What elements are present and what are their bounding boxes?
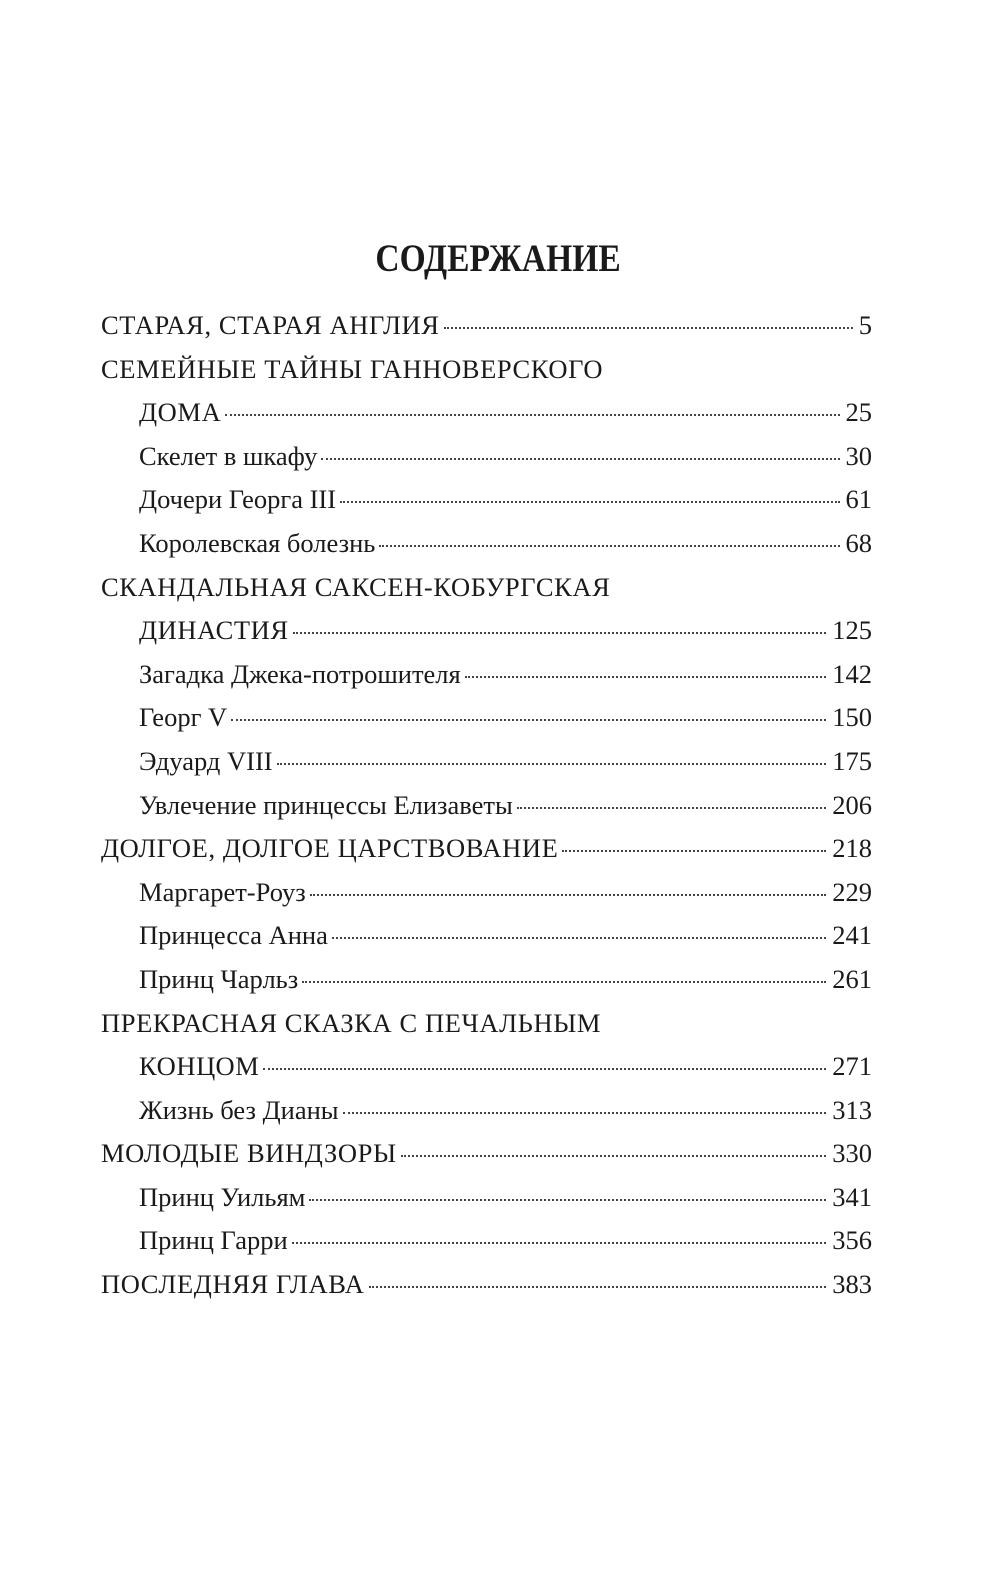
toc-subentry[interactable] bbox=[101, 659, 872, 703]
dot-leader bbox=[465, 676, 827, 678]
toc-page-number: 356 bbox=[832, 1225, 872, 1256]
toc-page-number: 218 bbox=[832, 833, 872, 864]
toc-subentry[interactable] bbox=[101, 964, 872, 1008]
toc-subentry[interactable] bbox=[101, 790, 872, 834]
toc-subentry[interactable] bbox=[101, 528, 872, 572]
toc-entry-label: ПРЕКРАСНАЯ СКАЗКА С ПЕЧАЛЬНЫМ bbox=[101, 1007, 602, 1038]
dot-leader bbox=[277, 763, 827, 765]
dot-leader bbox=[562, 850, 826, 852]
toc-page-number: 30 bbox=[845, 440, 872, 471]
dot-leader bbox=[340, 501, 839, 503]
dot-leader bbox=[292, 1242, 827, 1244]
toc-entry-label: СЕМЕЙНЫЕ ТАЙНЫ ГАННОВЕРСКОГО bbox=[101, 353, 604, 384]
toc-page-number: 241 bbox=[832, 920, 872, 951]
toc-subentry[interactable] bbox=[101, 484, 872, 528]
page-title: СОДЕРЖАНИЕ bbox=[375, 237, 621, 280]
toc-entry-label: ДИНАСТИЯ bbox=[139, 615, 289, 646]
toc-page-number: 125 bbox=[832, 615, 872, 646]
toc-page-number: 68 bbox=[845, 527, 872, 558]
toc-page-number: 330 bbox=[832, 1138, 872, 1169]
dot-leader bbox=[293, 632, 827, 634]
toc-entry-label: Георг V bbox=[139, 702, 228, 733]
toc-entry-label: Маргарет-Роуз bbox=[139, 876, 306, 907]
toc-entry-label: СКАНДАЛЬНАЯ САКСЕН-КОБУРГСКАЯ bbox=[101, 571, 611, 602]
toc-entry-label: Жизнь без Дианы bbox=[139, 1094, 339, 1125]
toc-page-number: 61 bbox=[845, 484, 872, 515]
toc-entry-label: СТАРАЯ, СТАРАЯ АНГЛИЯ bbox=[101, 310, 440, 340]
toc-entry[interactable] bbox=[101, 572, 872, 616]
toc-entry-label: Загадка Джека-потрошителя bbox=[139, 658, 461, 689]
dot-leader bbox=[379, 545, 839, 547]
dot-leader bbox=[401, 1155, 827, 1157]
toc-entry-label: Принцесса Анна bbox=[139, 920, 328, 951]
toc-entry[interactable] bbox=[101, 1008, 872, 1052]
table-of-contents bbox=[101, 310, 872, 1313]
toc-entry[interactable] bbox=[101, 354, 872, 398]
dot-leader bbox=[369, 1286, 827, 1288]
toc-subentry[interactable] bbox=[101, 746, 872, 790]
toc-page-number: 229 bbox=[832, 876, 872, 907]
toc-entry-label: Скелет в шкафу bbox=[139, 440, 318, 471]
toc-entry[interactable] bbox=[101, 615, 872, 659]
dot-leader bbox=[309, 1199, 826, 1201]
toc-entry-label: ДОМА bbox=[139, 397, 222, 428]
dot-leader bbox=[444, 327, 853, 329]
toc-subentry[interactable] bbox=[101, 920, 872, 964]
toc-page-number: 261 bbox=[832, 963, 872, 994]
dot-leader bbox=[302, 981, 826, 983]
toc-entry-label: Королевская болезнь bbox=[139, 527, 376, 558]
toc-subentry[interactable] bbox=[101, 1095, 872, 1139]
dot-leader bbox=[310, 894, 827, 896]
toc-page-number: 341 bbox=[832, 1181, 872, 1212]
toc-entry-label: Дочери Георга III bbox=[139, 484, 337, 515]
toc-subentry[interactable] bbox=[101, 877, 872, 921]
toc-entry[interactable] bbox=[101, 1138, 872, 1182]
toc-entry-label: ДОЛГОЕ, ДОЛГОЕ ЦАРСТВОВАНИЕ bbox=[101, 833, 559, 864]
toc-subentry[interactable] bbox=[101, 441, 872, 485]
dot-leader bbox=[225, 414, 839, 416]
toc-entry[interactable] bbox=[101, 397, 872, 441]
toc-entry[interactable] bbox=[101, 1051, 872, 1095]
toc-entry[interactable] bbox=[101, 833, 872, 877]
dot-leader bbox=[231, 719, 826, 721]
dot-leader bbox=[517, 807, 826, 809]
toc-page-number: 383 bbox=[832, 1269, 872, 1300]
toc-page-number: 5 bbox=[858, 310, 872, 340]
toc-entry-label: Увлечение принцессы Елизаветы bbox=[139, 789, 513, 820]
toc-entry-label: Принц Уильям bbox=[139, 1181, 306, 1212]
toc-page-number: 175 bbox=[832, 745, 872, 776]
toc-page-number: 25 bbox=[845, 397, 872, 428]
toc-subentry[interactable] bbox=[101, 1225, 872, 1269]
toc-page-number: 142 bbox=[832, 658, 872, 689]
toc-entry-label: Эдуард VIII bbox=[139, 745, 273, 776]
toc-subentry[interactable] bbox=[101, 1182, 872, 1226]
toc-entry-label: Принц Чарльз bbox=[139, 963, 299, 994]
toc-entry-label: КОНЦОМ bbox=[139, 1051, 260, 1082]
toc-entry[interactable] bbox=[101, 310, 872, 354]
toc-entry[interactable] bbox=[101, 1269, 872, 1313]
toc-page-number: 150 bbox=[832, 702, 872, 733]
toc-page-number: 313 bbox=[832, 1094, 872, 1125]
toc-entry-label: ПОСЛЕДНЯЯ ГЛАВА bbox=[101, 1269, 365, 1300]
toc-entry-label: Принц Гарри bbox=[139, 1225, 288, 1256]
dot-leader bbox=[321, 458, 839, 460]
toc-subentry[interactable] bbox=[101, 702, 872, 746]
toc-page-number: 206 bbox=[832, 789, 872, 820]
toc-page-number: 271 bbox=[832, 1051, 872, 1082]
dot-leader bbox=[332, 937, 826, 939]
dot-leader bbox=[263, 1068, 826, 1070]
dot-leader bbox=[343, 1112, 827, 1114]
toc-entry-label: МОЛОДЫЕ ВИНДЗОРЫ bbox=[101, 1138, 397, 1169]
